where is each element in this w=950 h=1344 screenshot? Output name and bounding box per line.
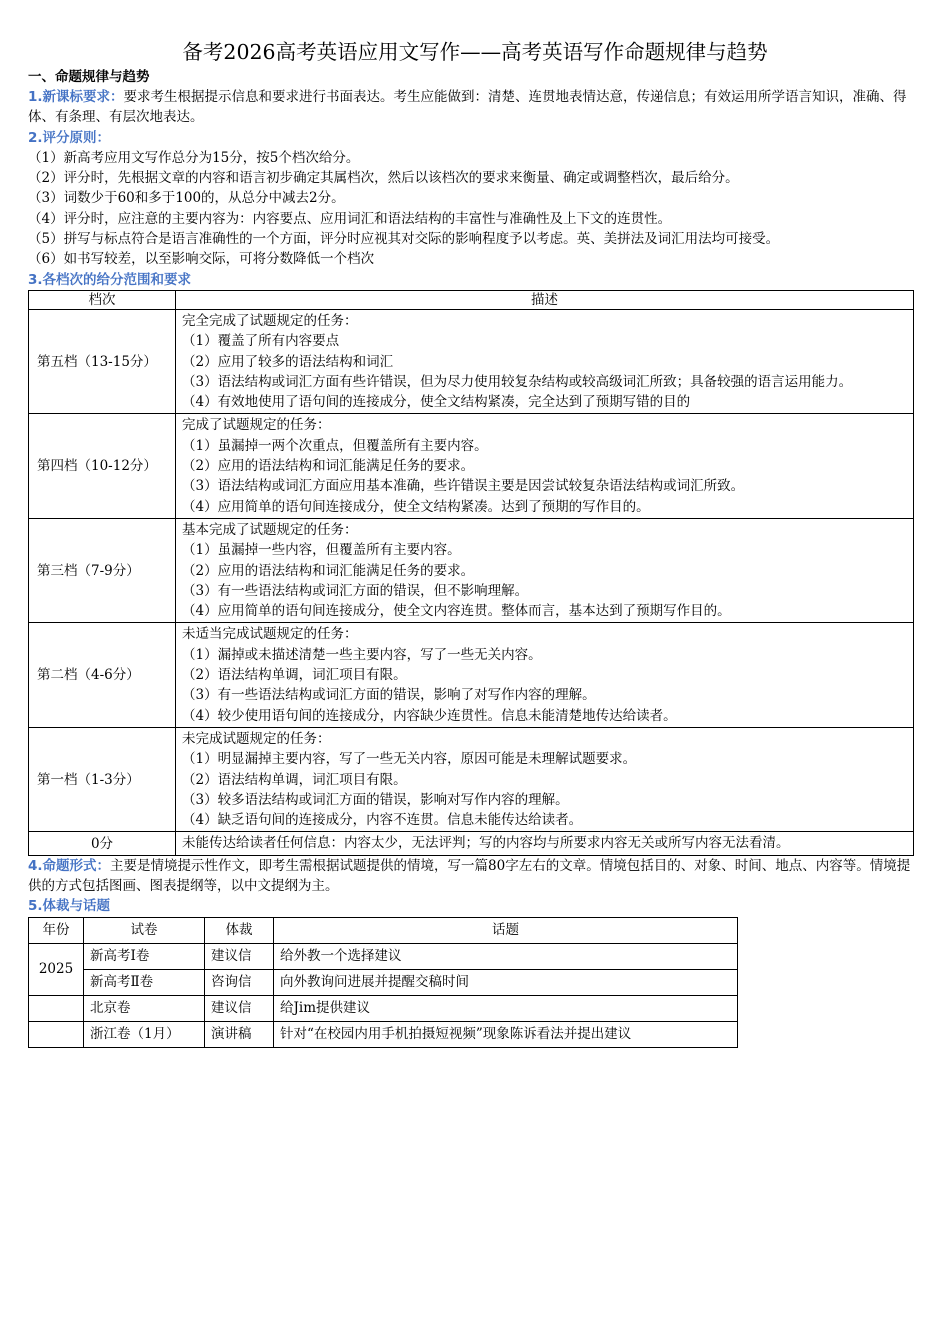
levels-header-level: 档次 [29,290,176,309]
table-row [29,518,914,622]
level-cell: 第五档（13-15分） [29,309,176,413]
table-row [29,623,914,727]
desc-line: （2）应用的语法结构和词汇能满足任务的要求。 [182,458,475,475]
table-row [29,727,914,831]
curriculum-text: 要求考生根据提示信息和要求进行书面表达。考生应能做到：清楚、连贯地表情达意，传递信息；有效运用所学语言知识，准确、得体、有条理、有层次地表达。 [28,89,907,126]
topics-label: 5.体裁与话题 [28,898,111,915]
desc-cell [176,518,914,622]
desc-line: （4）缺乏语句间的连接成分，内容不连贯。信息未能传达给读者。 [182,812,583,829]
year-cell-empty [29,1021,84,1047]
topics-header-topic: 话题 [274,917,738,943]
desc-line: （1）虽漏掉一两个次重点，但覆盖所有主要内容。 [182,437,488,454]
paper-cell: 北京卷 [84,995,205,1021]
desc-line: 完成了试题规定的任务： [182,417,331,434]
curriculum-label: 1.新课标要求： [28,89,124,105]
levels-label: 3.各档次的给分范围和要求 [28,271,192,288]
scoring-item: （5）拼写与标点符合是语言准确性的一个方面，评分时应视其对交际的影响程度予以考虑。英、美拼法及词汇用法均可接受。 [28,231,780,248]
desc-line: （1）明显漏掉主要内容，写了一些无关内容，原因可能是未理解试题要求。 [182,751,637,768]
level-cell: 第四档（10-12分） [29,414,176,518]
year-cell: 2025 [29,943,84,995]
table-row [29,1021,738,1047]
document-page [28,38,922,1048]
paper-cell: 新高考Ⅱ卷 [84,969,205,995]
topic-cell: 针对“在校园内用手机拍摄短视频”现象陈诉看法并提出建议 [274,1021,738,1047]
topic-cell: 向外教询问进展并提醒交稿时间 [274,969,738,995]
desc-cell [176,623,914,727]
format-paragraph [28,856,922,897]
page-title: 备考2026高考英语应用文写作——高考英语写作命题规律与趋势 [182,40,768,64]
desc-line: （3）语法结构或词汇方面有些许错误，但为尽力使用较复杂结构或较高级词汇所致；具备较强的语言运用能力。 [182,373,853,390]
level-cell: 第三档（7-9分） [29,518,176,622]
scoring-label: 2.评分原则： [28,129,111,146]
desc-line: （3）语法结构或词汇方面应用基本准确，些许错误主要是因尝试较复杂语法结构或词汇所致。 [182,478,745,495]
desc-line: （3）较多语法结构或词汇方面的错误，影响对写作内容的理解。 [182,791,569,808]
table-row [29,969,738,995]
format-label: 4.命题形式： [28,857,111,874]
paper-cell: 新高考Ⅰ卷 [84,943,205,969]
level-cell: 第一档（1-3分） [29,727,176,831]
scoring-item: （2）评分时，先根据文章的内容和语言初步确定其属档次，然后以该档次的要求来衡量、确定或调整档次，最后给分。 [28,170,739,187]
level-cell: 0分 [29,832,176,855]
desc-line: 未完成试题规定的任务： [182,730,331,747]
genre-cell: 咨询信 [205,969,274,995]
curriculum-paragraph [28,87,922,128]
desc-line: （2）语法结构单调，词汇项目有限。 [182,771,407,788]
desc-line: （2）应用的语法结构和词汇能满足任务的要求。 [182,562,475,579]
level-cell: 第二档（4-6分） [29,623,176,727]
topics-table [28,917,738,1048]
section-heading-trends: 一、命题规律与趋势 [28,69,150,85]
levels-header-desc: 描述 [176,290,914,309]
desc-line: （4）应用简单的语句间连接成分，使全文内容连贯。整体而言，基本达到了预期写作目的。 [182,603,731,620]
desc-line: （4）较少使用语句间的连接成分，内容缺少连贯性。信息未能清楚地传达给读者。 [182,707,677,724]
year-cell-empty [29,995,84,1021]
levels-table [28,290,914,856]
desc-line: 未适当完成试题规定的任务： [182,626,358,643]
desc-line: （1）覆盖了所有内容要点 [182,333,340,350]
desc-cell [176,727,914,831]
paper-cell: 浙江卷（1月） [84,1021,205,1047]
topic-cell: 给Jim提供建议 [274,995,738,1021]
desc-cell [176,309,914,413]
desc-line: （3）有一些语法结构或词汇方面的错误，但不影响理解。 [182,582,529,599]
scoring-item: （4）评分时，应注意的主要内容为：内容要点、应用词汇和语法结构的丰富性与准确性及上下文的连贯性。 [28,210,672,227]
genre-cell: 演讲稿 [205,1021,274,1047]
table-row [29,414,914,518]
desc-line: （2）应用了较多的语法结构和词汇 [182,353,394,370]
genre-cell: 建议信 [205,995,274,1021]
desc-cell [176,414,914,518]
table-row [29,309,914,413]
topic-cell: 给外教一个选择建议 [274,943,738,969]
desc-line: （1）漏掉或未描述清楚一些主要内容，写了一些无关内容。 [182,646,542,663]
desc-line: 未能传达给读者任何信息：内容太少，无法评判；写的内容均与所要求内容无关或所写内容无法看清。 [182,835,790,852]
desc-line: 完全完成了试题规定的任务： [182,312,358,329]
scoring-item: （6）如书写较差，以至影响交际，可将分数降低一个档次 [28,251,375,268]
desc-line: （1）虽漏掉一些内容，但覆盖所有主要内容。 [182,542,461,559]
desc-line: （4）应用简单的语句间连接成分，使全文结构紧凑。达到了预期的写作目的。 [182,498,650,515]
levels-header-row [29,290,914,309]
topics-header-row [29,917,738,943]
desc-line: 基本完成了试题规定的任务： [182,521,358,538]
table-row [29,943,738,969]
desc-line: （4）有效地使用了语句间的连接成分，使全文结构紧凑，完全达到了预期写错的目的 [182,394,691,411]
topics-header-genre: 体裁 [205,917,274,943]
format-text: 主要是情境提示性作文，即考生需根据试题提供的情境，写一篇80字左右的文章。情境包括目的、对象、时间、地点、内容等。情境提供的方式包括图画、图表提纲等，以中文提纲为主。 [28,857,911,894]
topics-header-year: 年份 [29,917,84,943]
table-row [29,995,738,1021]
table-row [29,832,914,855]
desc-line: （2）语法结构单调，词汇项目有限。 [182,667,407,684]
genre-cell: 建议信 [205,943,274,969]
scoring-item: （3）词数少于60和多于100的，从总分中减去2分。 [28,190,345,207]
desc-line: （3）有一些语法结构或词汇方面的错误，影响了对写作内容的理解。 [182,687,596,704]
topics-header-paper: 试卷 [84,917,205,943]
desc-cell [176,832,914,855]
scoring-item: （1）新高考应用文写作总分为15分，按5个档次给分。 [28,149,360,166]
